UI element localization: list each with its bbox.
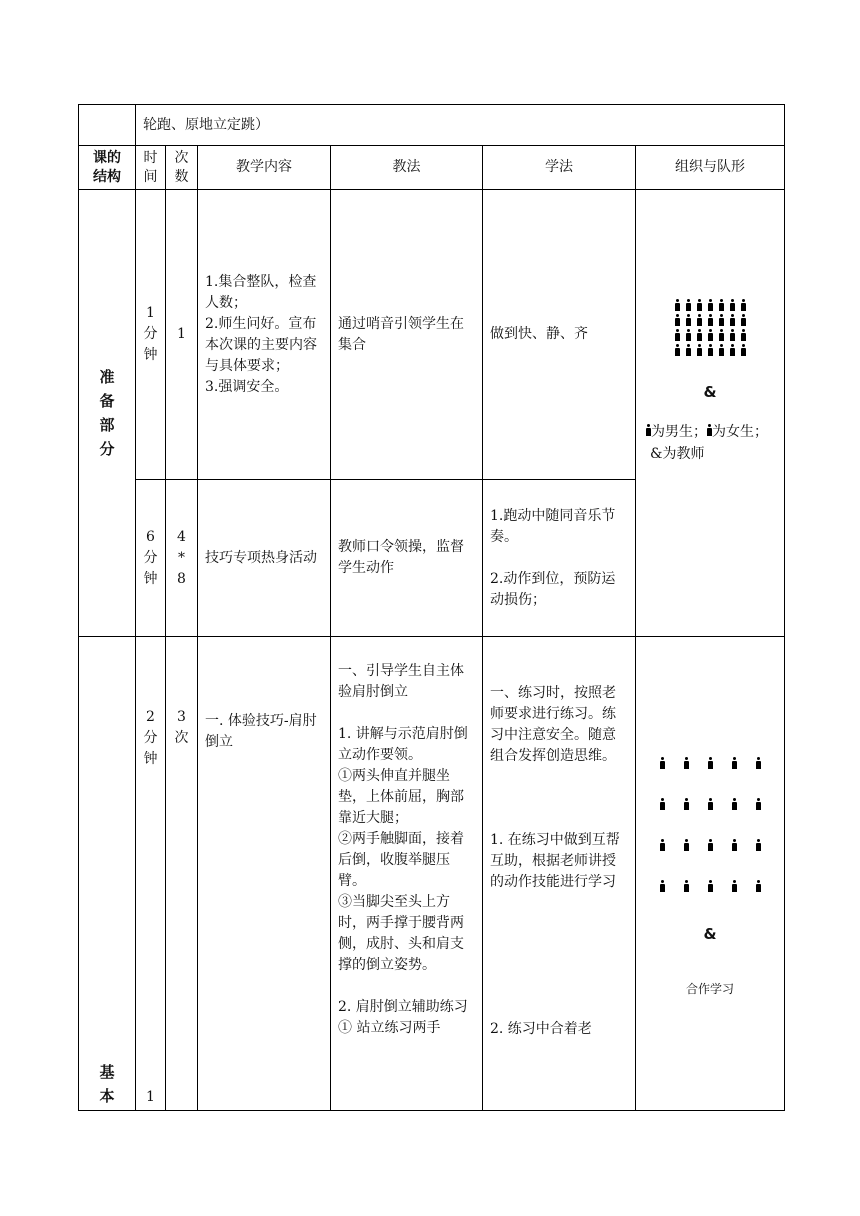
student-icon	[708, 757, 713, 769]
basic-row1-content: 一. 体验技巧-肩肘倒立	[205, 713, 317, 750]
student-icon	[741, 344, 746, 356]
student-icon	[741, 314, 746, 326]
student-icon	[756, 798, 761, 810]
prep-row1-count: 1	[177, 326, 186, 342]
student-icon	[708, 839, 713, 851]
student-icon	[708, 344, 713, 356]
student-icon	[684, 880, 689, 892]
student-icon	[660, 839, 665, 851]
teacher-symbol: &	[703, 925, 717, 943]
student-icon	[708, 798, 713, 810]
prep-row1-study: 做到快、静、齐	[490, 326, 588, 342]
formation-row	[636, 757, 784, 769]
student-icon	[730, 344, 735, 356]
student-icon	[686, 329, 691, 341]
student-icon	[684, 839, 689, 851]
student-icon	[708, 299, 713, 311]
student-icon	[756, 757, 761, 769]
top-row-text: 轮跑、原地立定跳）	[143, 116, 269, 133]
student-icon	[686, 314, 691, 326]
student-icon	[660, 880, 665, 892]
basic-row1-method: 一、引导学生自主体验肩肘倒立 1. 讲解与示范肩肘倒立动作要领。 ①两头伸直并腿坐垫，上体前屈，胸部靠近大腿； ②两手触脚面，接着后倒，收腹举腿压臂。 ③当脚尖至头上方时，两手撑于腰背两侧，成肘、头和肩支撑的倒立姿势。 2. 肩肘倒立辅助练习 ① 站立练习两手	[338, 663, 468, 1036]
legend-male: 为男生；	[651, 424, 707, 440]
legend-female: 为女生；	[712, 424, 768, 440]
basic-row2-time: 1	[146, 1089, 155, 1105]
student-icon	[732, 757, 737, 769]
student-icon	[708, 314, 713, 326]
student-icon	[719, 299, 724, 311]
header-content: 教学内容	[198, 146, 331, 190]
formation-caption: 合作学习	[685, 982, 734, 996]
prep-row2-content: 技巧专项热身活动	[205, 549, 317, 566]
basic-row1-count: 3 次	[174, 709, 189, 746]
student-icon	[719, 329, 724, 341]
student-icon	[675, 329, 680, 341]
student-icon	[756, 880, 761, 892]
basic-section-label: 基 本	[99, 1063, 115, 1105]
formation-legend	[636, 403, 784, 465]
prep-row1-method: 通过哨音引领学生在集合	[338, 315, 464, 353]
student-icon	[675, 299, 680, 311]
basic-formation	[636, 637, 784, 1000]
student-icon	[684, 798, 689, 810]
student-icon	[730, 314, 735, 326]
header-study: 学法	[483, 146, 636, 190]
student-icon	[719, 314, 724, 326]
student-icon	[730, 329, 735, 341]
student-icon	[697, 314, 702, 326]
student-icon	[719, 344, 724, 356]
student-icon	[732, 839, 737, 851]
student-icon	[741, 299, 746, 311]
header-organization: 组织与队形	[636, 146, 785, 190]
formation-row	[636, 344, 784, 356]
student-icon	[675, 344, 680, 356]
header-method: 教法	[331, 146, 483, 190]
student-icon	[686, 344, 691, 356]
prep-row2-count: 4 * 8	[177, 528, 186, 587]
student-icon	[741, 329, 746, 341]
student-icon	[684, 757, 689, 769]
student-icon	[697, 344, 702, 356]
student-icon	[732, 880, 737, 892]
header-structure: 课的 结构	[93, 149, 121, 185]
student-icon	[660, 798, 665, 810]
legend-teacher: &为教师	[650, 446, 705, 462]
student-icon	[756, 839, 761, 851]
student-icon	[708, 880, 713, 892]
header-time: 时 间	[143, 149, 158, 185]
prep-row2-time: 6 分 钟	[143, 528, 158, 587]
student-icon	[732, 798, 737, 810]
formation-row	[636, 299, 784, 311]
prep-section-label: 准 备 部 分	[99, 368, 115, 458]
formation-row	[636, 880, 784, 892]
formation-row	[636, 798, 784, 810]
student-icon	[697, 299, 702, 311]
formation-row	[636, 329, 784, 341]
teacher-symbol: &	[703, 383, 717, 401]
student-icon	[660, 757, 665, 769]
student-icon	[708, 329, 713, 341]
formation-row	[636, 314, 784, 326]
prep-row2-method: 教师口令领操，监督学生动作	[338, 539, 464, 576]
student-icon	[730, 299, 735, 311]
female-student-icon	[707, 424, 712, 436]
male-student-icon	[646, 424, 651, 436]
basic-row1-time: 2 分 钟	[143, 709, 158, 767]
header-count: 次 数	[174, 149, 189, 185]
formation-row	[636, 839, 784, 851]
student-icon	[686, 299, 691, 311]
basic-row1-study: 一、练习时，按照老师要求进行练习。练习中注意安全。随意组合发挥创造思维。 1. 在练习中做到互帮互助，根据老师讲授的动作技能进行学习 2. 练习中合着老	[490, 685, 620, 1037]
top-left-cell	[79, 105, 136, 146]
lesson-plan-table	[78, 104, 785, 1111]
prep-row1-time: 1 分 钟	[143, 305, 158, 363]
prep-formation	[636, 190, 784, 465]
prep-row2-study: 1.跑动中随同音乐节奏。 2.动作到位，预防运动损伤；	[490, 507, 616, 608]
student-icon	[675, 314, 680, 326]
student-icon	[697, 329, 702, 341]
prep-row1-content: 1.集合整队，检查人数； 2.师生问好。宣布本次课的主要内容与具体要求； 3.强调安全。	[205, 273, 317, 395]
